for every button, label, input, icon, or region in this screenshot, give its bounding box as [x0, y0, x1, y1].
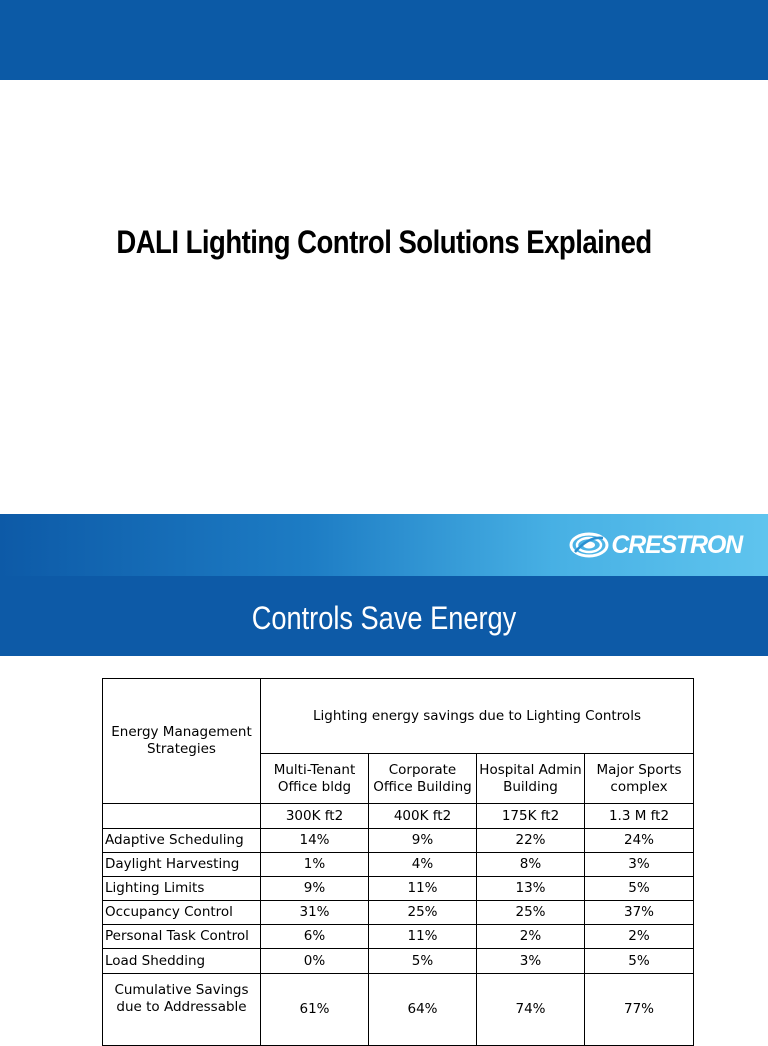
top-banner — [0, 0, 768, 80]
value-cell: 0% — [261, 949, 369, 974]
area-cell: 1.3 M ft2 — [585, 804, 694, 829]
row-label: Personal Task Control — [103, 925, 261, 949]
value-cell: 25% — [477, 901, 585, 925]
value-cell: 2% — [477, 925, 585, 949]
table-row — [103, 829, 694, 853]
strategies-header: Energy Management Strategies — [103, 679, 261, 804]
area-cell: 400K ft2 — [369, 804, 477, 829]
table-row — [103, 853, 694, 877]
value-cell: 6% — [261, 925, 369, 949]
value-cell: 11% — [369, 877, 477, 901]
value-cell: 13% — [477, 877, 585, 901]
area-cell: 300K ft2 — [261, 804, 369, 829]
area-cell: 175K ft2 — [477, 804, 585, 829]
document-title: DALI Lighting Control Solutions Explained — [116, 224, 652, 260]
cumulative-value: 61% — [261, 974, 369, 1046]
value-cell: 5% — [585, 877, 694, 901]
table-row — [103, 877, 694, 901]
value-cell: 9% — [369, 829, 477, 853]
brand-name: CRESTRON — [611, 530, 742, 559]
crestron-swirl-icon — [569, 532, 609, 558]
value-cell: 25% — [369, 901, 477, 925]
column-header: Major Sports complex — [585, 754, 694, 804]
value-cell: 24% — [585, 829, 694, 853]
value-cell: 31% — [261, 901, 369, 925]
value-cell: 22% — [477, 829, 585, 853]
value-cell: 9% — [261, 877, 369, 901]
cumulative-value: 77% — [585, 974, 694, 1046]
row-label: Adaptive Scheduling — [103, 829, 261, 853]
table-row — [103, 949, 694, 974]
value-cell: 14% — [261, 829, 369, 853]
row-label: Lighting Limits — [103, 877, 261, 901]
empty-cell — [103, 804, 261, 829]
column-header: Corporate Office Building — [369, 754, 477, 804]
value-cell: 3% — [585, 853, 694, 877]
row-label: Load Shedding — [103, 949, 261, 974]
column-header: Multi-Tenant Office bldg — [261, 754, 369, 804]
row-label: Daylight Harvesting — [103, 853, 261, 877]
cumulative-label: Cumulative Savings due to Addressable — [103, 974, 261, 1046]
slide-title: Controls Save Energy — [251, 600, 517, 636]
value-cell: 37% — [585, 901, 694, 925]
table-header-row — [103, 679, 694, 754]
cumulative-value: 64% — [369, 974, 477, 1046]
table-row — [103, 901, 694, 925]
value-cell: 11% — [369, 925, 477, 949]
cumulative-row — [103, 974, 694, 1046]
value-cell: 8% — [477, 853, 585, 877]
brand-logo — [569, 530, 742, 560]
slide-header — [0, 514, 768, 656]
value-cell: 1% — [261, 853, 369, 877]
value-cell: 4% — [369, 853, 477, 877]
table-row — [103, 925, 694, 949]
group-header: Lighting energy savings due to Lighting Controls — [261, 679, 694, 754]
value-cell: 5% — [369, 949, 477, 974]
value-cell: 3% — [477, 949, 585, 974]
value-cell: 2% — [585, 925, 694, 949]
table-area-row — [103, 804, 694, 829]
row-label: Occupancy Control — [103, 901, 261, 925]
value-cell: 5% — [585, 949, 694, 974]
energy-savings-table — [102, 678, 694, 1046]
cumulative-value: 74% — [477, 974, 585, 1046]
column-header: Hospital Admin Building — [477, 754, 585, 804]
header-gradient-band — [0, 514, 768, 576]
